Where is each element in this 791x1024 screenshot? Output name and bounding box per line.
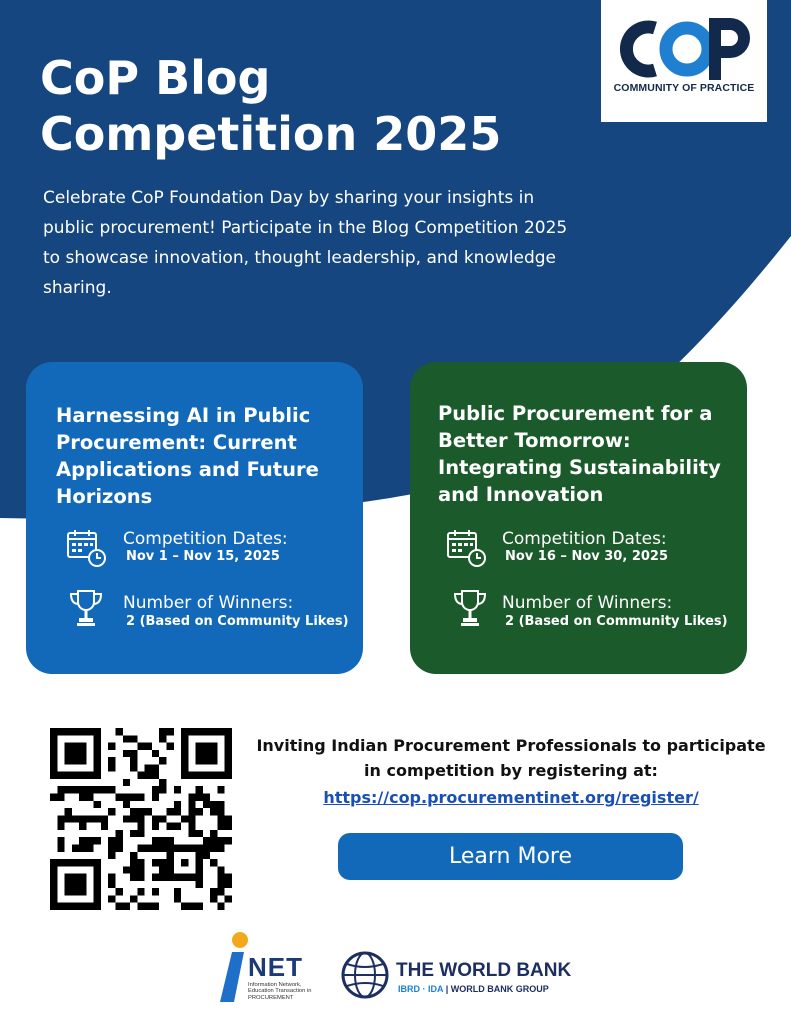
dates-label: Competition Dates:: [123, 529, 288, 549]
topic-card-sustainability: [410, 362, 747, 674]
world-bank-divider: |: [445, 984, 451, 994]
page-title: [40, 50, 600, 162]
world-bank-name: THE WORLD BANK: [396, 960, 572, 981]
dates-value: Nov 16 – Nov 30, 2025: [505, 549, 669, 564]
dates-label: Competition Dates:: [502, 529, 667, 549]
cop-logo-caption: COMMUNITY OF PRACTICE: [613, 82, 755, 94]
qr-code-icon[interactable]: [50, 728, 232, 910]
intro-text: Celebrate CoP Foundation Day by sharing your insights in public procurement! Participate in the Blog Competition 2025 to showcase innovation, thought leadership, and knowledge sharing.: [43, 188, 568, 298]
winners-value: 2 (Based on Community Likes): [505, 614, 728, 629]
winners-label: Number of Winners:: [123, 593, 294, 613]
world-bank-group: WORLD BANK GROUP: [450, 984, 549, 994]
cop-logo: [601, 0, 767, 122]
card-title: Harnessing AI in Public Procurement: Current Applications and Future Horizons: [56, 404, 319, 508]
card-title: Public Procurement for a Better Tomorrow: Integrating Sustainability and Innovation: [438, 402, 721, 506]
learn-more-button[interactable]: Learn More: [338, 833, 683, 880]
calendar-icon: [66, 528, 106, 568]
topic-card-ai: [26, 362, 363, 674]
inet-tagline: Information Network, Education Transaction in PROCUREMENT: [248, 982, 312, 1001]
title-line-1: CoP Blog: [40, 51, 271, 105]
world-bank-subtitle: [398, 984, 549, 994]
dates-value: Nov 1 – Nov 15, 2025: [126, 549, 280, 564]
calendar-icon: [446, 528, 486, 568]
inet-logo-text: NET: [248, 952, 303, 982]
title-line-2: Competition 2025: [40, 107, 502, 161]
world-bank-ibrd: IBRD · IDA: [398, 984, 444, 994]
cop-logo-mark: [615, 16, 753, 82]
register-link[interactable]: https://cop.procurementinet.org/register/: [323, 788, 699, 807]
world-bank-globe-icon: [340, 950, 390, 1000]
trophy-icon: [66, 588, 106, 628]
trophy-icon: [450, 588, 490, 628]
winners-value: 2 (Based on Community Likes): [126, 614, 349, 629]
winners-label: Number of Winners:: [502, 593, 673, 613]
invite-text: Inviting Indian Procurement Professionals to participate in competition by registering at:: [256, 736, 766, 780]
